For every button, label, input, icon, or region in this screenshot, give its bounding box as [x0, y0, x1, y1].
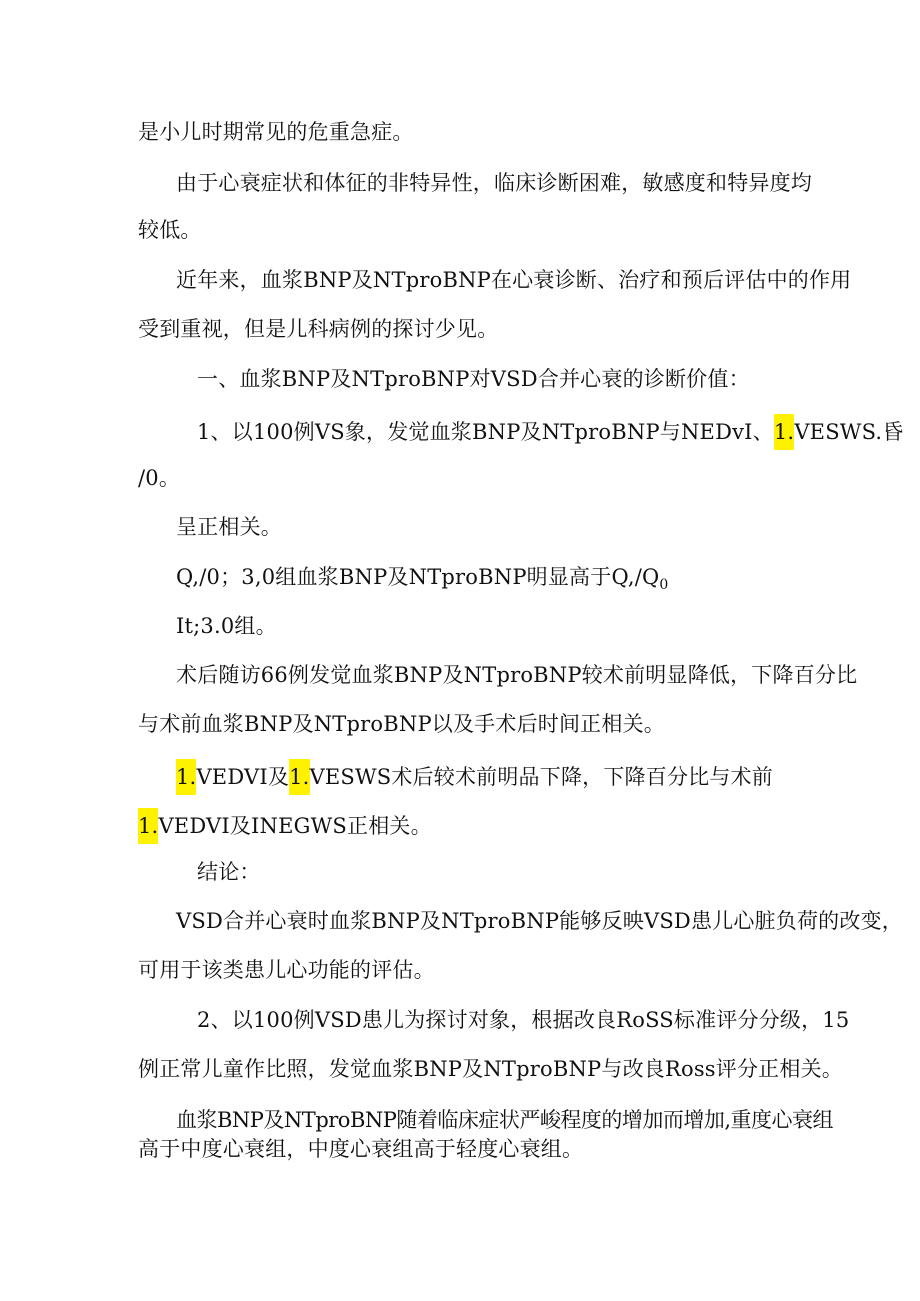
text-line: 例正常儿童作比照，发觉血浆BNP及NTproBNP与改良Ross评分正相关。	[138, 1057, 843, 1081]
text-line: 结论：	[197, 860, 261, 884]
text-line: VSD合并心衰时血浆BNP及NTproBNP能够反映VSD患儿心脏负荷的改变，	[176, 909, 903, 933]
text-segment: VESWS.昏	[794, 420, 904, 444]
text-segment: VEDVI及	[196, 765, 290, 789]
text-line: /0。	[138, 466, 181, 490]
text-line: 高于中度心衰组，中度心衰组高于轻度心衰组。	[138, 1137, 584, 1161]
highlighted-text: 1.	[774, 414, 794, 450]
highlighted-text: 1.	[289, 759, 309, 795]
text-line: 较低。	[138, 218, 202, 242]
highlighted-text: 1.	[138, 808, 158, 844]
text-segment: Q,/0；3,0组血浆BNP及NTproBNP明显高于Q,/Q	[176, 565, 660, 589]
text-segment: VEDVI及INEGWS正相关。	[158, 814, 432, 838]
text-line: 与术前血浆BNP及NTproBNP以及手术后时间正相关。	[138, 712, 665, 736]
text-line: 由于心衰症状和体征的非特异性，临床诊断困难，敏感度和特异度均	[176, 171, 812, 195]
text-line	[176, 759, 773, 795]
text-segment: 1、以100例VS象，发觉血浆BNP及NTproBNP与NEDvI、	[197, 420, 774, 444]
text-line	[138, 808, 432, 844]
text-line: 血浆BNP及NTproBNP随着临床症状严峻程度的增加而增加,重度心衰组	[176, 1108, 834, 1132]
text-line: 近年来，血浆BNP及NTproBNP在心衰诊断、治疗和预后评估中的作用	[176, 268, 852, 292]
text-line: 呈正相关。	[176, 515, 282, 539]
subscript-text: 0	[659, 577, 669, 594]
text-line: It;3.0组。	[176, 614, 277, 638]
text-line: 术后随访66例发觉血浆BNP及NTproBNP较术前明显降低，下降百分比	[176, 663, 858, 687]
text-segment: VESWS术后较术前明品下降，下降百分比与术前	[309, 765, 773, 789]
text-line	[176, 562, 669, 600]
text-line: 可用于该类患儿心功能的评估。	[138, 958, 435, 982]
text-line	[197, 414, 904, 450]
highlighted-text: 1.	[176, 759, 196, 795]
section-heading: 一、血浆BNP及NTproBNP对VSD合并心衰的诊断价值：	[197, 367, 750, 391]
text-line: 受到重视，但是儿科病例的探讨少见。	[138, 317, 499, 341]
text-line: 2、以100例VSD患儿为探讨对象，根据改良RoSS标准评分分级，15	[197, 1008, 850, 1032]
text-line: 是小儿时期常见的危重急症。	[138, 120, 414, 144]
